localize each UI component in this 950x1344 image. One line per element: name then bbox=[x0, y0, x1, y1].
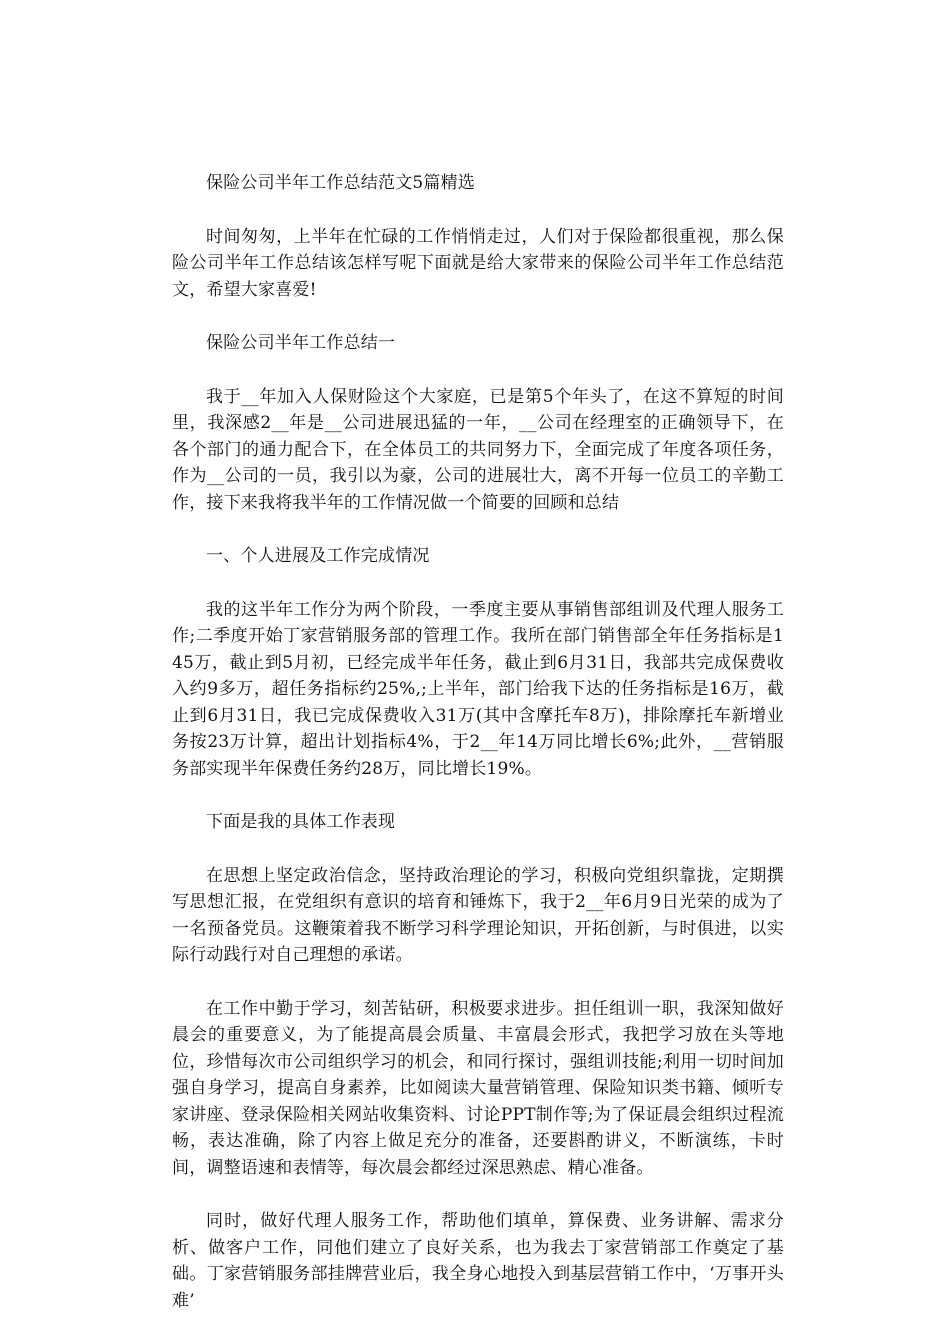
paragraph: 在工作中勤于学习，刻苦钻研，积极要求进步。担任组训一职，我深知做好晨会的重要意义，为了能提高晨会质量、丰富晨会形式，我把学习放在头等地位，珍惜每次市公司组织学习的机会，和同行探讨，强组训技能;利用一切时间加强自身学习，提高自身素养，比如阅读大量营销管理、保险知识类书籍、倾听专家讲座、登录保险相关网站收集资料、讨论PPT制作等;为了保证晨会组织过程流畅，表达准确，除了内容上做足充分的准备，还要斟酌讲义，不断演练，卡时间，调整语速和表情等，每次晨会都经过深思熟虑、精心准备。 bbox=[172, 998, 784, 1178]
paragraph: 我的这半年工作分为两个阶段，一季度主要从事销售部组训及代理人服务工作;二季度开始丁家营销服务部的管理工作。我所在部门销售部全年任务指标是145万，截止到5月初，已经完成半年任务，截止到6月31日，我部共完成保费收入约9多万，超任务指标约25%,;上半年，部门给我下达的任务指标是16万，截止到6月31日，我已完成保费收入31万(其中含摩托车8万)，排除摩托车新增业务按23万计算，超出计划指标4%，于2__年14万同比增长6%;此外，__营销服务部实现半年保费任务约28万，同比增长19%。 bbox=[172, 599, 784, 779]
subheading: 下面是我的具体工作表现 bbox=[206, 812, 396, 832]
document-title: 保险公司半年工作总结范文5篇精选 bbox=[206, 173, 476, 193]
section-title: 保险公司半年工作总结一 bbox=[206, 333, 396, 353]
paragraph: 在思想上坚定政治信念，坚持政治理论的学习，积极向党组织靠拢，定期撰写思想汇报，在党组织有意识的培育和锤炼下，我于2__年6月9日光荣的成为了一名预备党员。这鞭策着我不断学习科学理论知识，开拓创新，与时俱进，以实际行动践行对自己理想的承诺。 bbox=[172, 865, 784, 965]
document-body bbox=[172, 170, 784, 1341]
intro-paragraph: 时间匆匆，上半年在忙碌的工作悄悄走过，人们对于保险都很重视，那么保险公司半年工作总结该怎样写呢下面就是给大家带来的保险公司半年工作总结范文，希望大家喜爱! bbox=[172, 226, 784, 300]
paragraph: 我于__年加入人保财险这个大家庭，已是第5个年头了，在这不算短的时间里，我深感2__年是__公司进展迅猛的一年，__公司在经理室的正确领导下，在各个部门的通力配合下，在全体员工的共同努力下，全面完成了年度各项任务，作为__公司的一员，我引以为豪，公司的进展壮大，离不开每一位员工的辛勤工作，接下来我将我半年的工作情况做一个简要的回顾和总结 bbox=[172, 386, 784, 513]
subheading: 一、个人进展及工作完成情况 bbox=[206, 546, 430, 566]
paragraph: 同时，做好代理人服务工作，帮助他们填单，算保费、业务讲解、需求分析、做客户工作，同他们建立了良好关系，也为我去丁家营销部工作奠定了基础。丁家营销服务部挂牌营业后，我全身心地投入到基层营销工作中，‘万事开头难’ bbox=[172, 1211, 784, 1311]
